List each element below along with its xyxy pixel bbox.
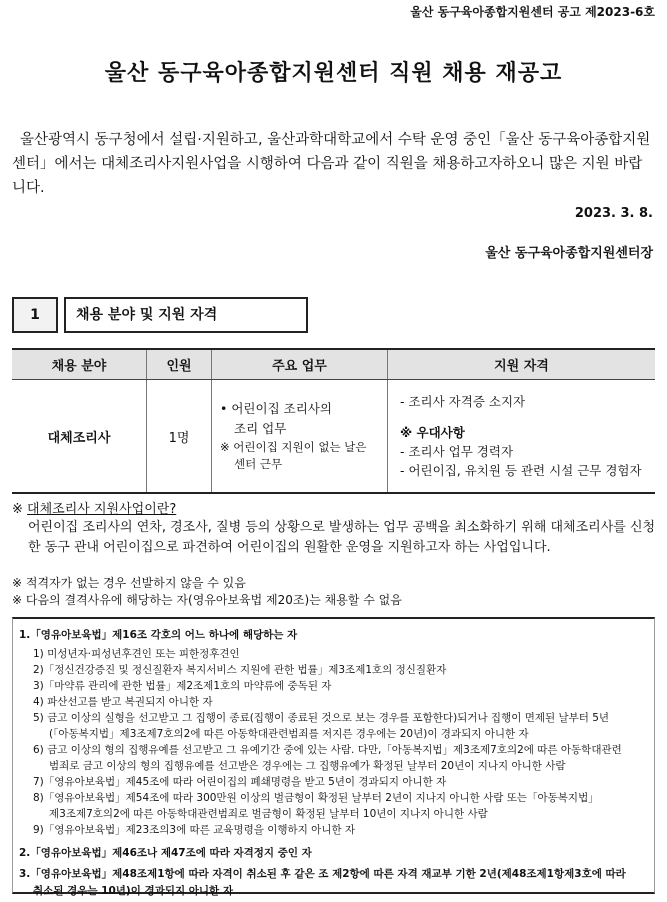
note-line: ※ 다음의 결격사유에 해당하는 자(영유아보육법 제20조)는 채용할 수 없음 bbox=[12, 593, 402, 607]
list-item: 9)「영유아보육법」제23조의3에 따른 교육명령을 이행하지 아니한 자 bbox=[33, 824, 356, 836]
duty-line: • 어린이집 조리사의 bbox=[220, 401, 332, 416]
box-heading: 2.「영유아보육법」제46조나 제47조에 따라 자격정지 중인 자 bbox=[19, 847, 312, 859]
list-item: 범죄로 금고 이상의 형의 집행유예를 선고받은 경우에는 그 집행유예가 확정된 날부터 20년이 지나지 아니한 사람 bbox=[49, 760, 566, 772]
intro-paragraph: 울산광역시 동구청에서 설립·지원하고, 울산과학대학교에서 수탁 운영 중인「울산 동구육아종합지원센터」에서는 대체조리사지원사업을 시행하여 다음과 같이 직원을 채용하고자하오니 많은 지원 바랍니다. bbox=[12, 132, 651, 196]
list-item: 5) 금고 이상의 실형을 선고받고 그 집행이 종료(집행이 종료된 것으로 보는 경우를 포함한다)되거나 집행이 면제된 날부터 5년 bbox=[33, 712, 610, 724]
list-item: 3)「마약류 관리에 관한 법률」제2조제1호의 마약류에 중독된 자 bbox=[33, 680, 332, 692]
header-field: 채용 분야 bbox=[12, 349, 147, 380]
page-title: 울산 동구육아종합지원센터 직원 채용 재공고 bbox=[104, 61, 563, 86]
list-item: 4) 파산선고를 받고 복권되지 아니한 자 bbox=[33, 696, 213, 708]
preference-line: - 조리사 업무 경력자 bbox=[400, 444, 514, 459]
section-number: 1 bbox=[12, 297, 58, 333]
duty-note: ※ 어린이집 지원이 없는 날은 bbox=[220, 440, 367, 454]
duty-note: 센터 근무 bbox=[234, 457, 283, 471]
notice-number: 울산 동구육아종합지원센터 공고 제2023-6호 bbox=[410, 5, 655, 19]
preference-line: - 어린이집, 유치원 등 관련 시설 근무 경험자 bbox=[400, 463, 642, 478]
section-title: 채용 분야 및 지원 자격 bbox=[64, 297, 308, 333]
notice-date: 2023. 3. 8. bbox=[574, 206, 653, 221]
cell-qualification bbox=[388, 380, 656, 494]
qualification-line: - 조리사 자격증 소지자 bbox=[400, 394, 526, 409]
cell-field: 대체조리사 bbox=[12, 380, 147, 494]
list-item: 제3조제7호의2에 따른 아동학대관련범죄로 벌금형이 확정된 날부터 10년이 지나지 아니한 사람 bbox=[49, 808, 488, 820]
header-count: 인원 bbox=[147, 349, 212, 380]
note-line: ※ 적격자가 없는 경우 선발하지 않을 수 있음 bbox=[12, 576, 246, 590]
cell-duty bbox=[212, 380, 388, 494]
disqualification-box bbox=[12, 617, 655, 897]
box-heading: 취소된 경우는 10년)이 경과되지 아니한 자 bbox=[33, 885, 233, 897]
list-item: (「아동복지법」제3조제7호의2에 따른 아동학대관련범죄를 저지른 경우에는 20년)이 경과되지 아니한 자 bbox=[49, 728, 529, 740]
definition-body: 어린이집 조리사의 연차, 경조사, 질병 등의 상황으로 발생하는 업무 공백을 최소화하기 위해 대체조리사를 신청한 동구 관내 어린이집으로 파견하여 어린이집의 원활한 운영을 지원하고자 하는 사업입니다. bbox=[28, 520, 656, 555]
recruitment-table bbox=[12, 348, 655, 494]
cell-count: 1명 bbox=[147, 380, 212, 494]
header-qualification: 지원 자격 bbox=[388, 349, 656, 380]
list-item: 6) 금고 이상의 형의 집행유예를 선고받고 그 유예기간 중에 있는 사람. 다만,「아동복지법」제3조제7호의2에 따른 아동학대관련 bbox=[33, 744, 622, 756]
list-item: 8)「영유아보육법」제54조에 따라 300만원 이상의 벌금형이 확정된 날부터 2년이 지나지 아니한 사람 또는「아동복지법」 bbox=[33, 792, 599, 804]
table-header-row bbox=[12, 349, 655, 380]
header-duty: 주요 업무 bbox=[212, 349, 388, 380]
definition-heading: ※ 대체조리사 지원사업이란? bbox=[12, 502, 177, 517]
list-item: 1) 미성년자·피성년후견인 또는 피한정후견인 bbox=[33, 648, 240, 660]
list-item: 7)「영유아보육법」제45조에 따라 어린이집의 폐쇄명령을 받고 5년이 경과되지 아니한 자 bbox=[33, 776, 447, 788]
box-heading: 3.「영유아보육법」제48조제1항에 따라 자격이 취소된 후 같은 조 제2항에 따른 자격 재교부 기한 2년(제48조제1항제3호에 따라 bbox=[19, 868, 626, 880]
duty-line: 조리 업무 bbox=[234, 421, 287, 436]
table-row bbox=[12, 380, 655, 494]
issuer-name: 울산 동구육아종합지원센터장 bbox=[485, 246, 653, 261]
box-heading: 1.「영유아보육법」제16조 각호의 어느 하나에 해당하는 자 bbox=[19, 629, 298, 641]
list-item: 2)「정신건강증진 및 정신질환자 복지서비스 지원에 관한 법률」제3조제1호의 정신질환자 bbox=[33, 664, 447, 676]
preference-heading: ※ 우대사항 bbox=[400, 425, 465, 440]
